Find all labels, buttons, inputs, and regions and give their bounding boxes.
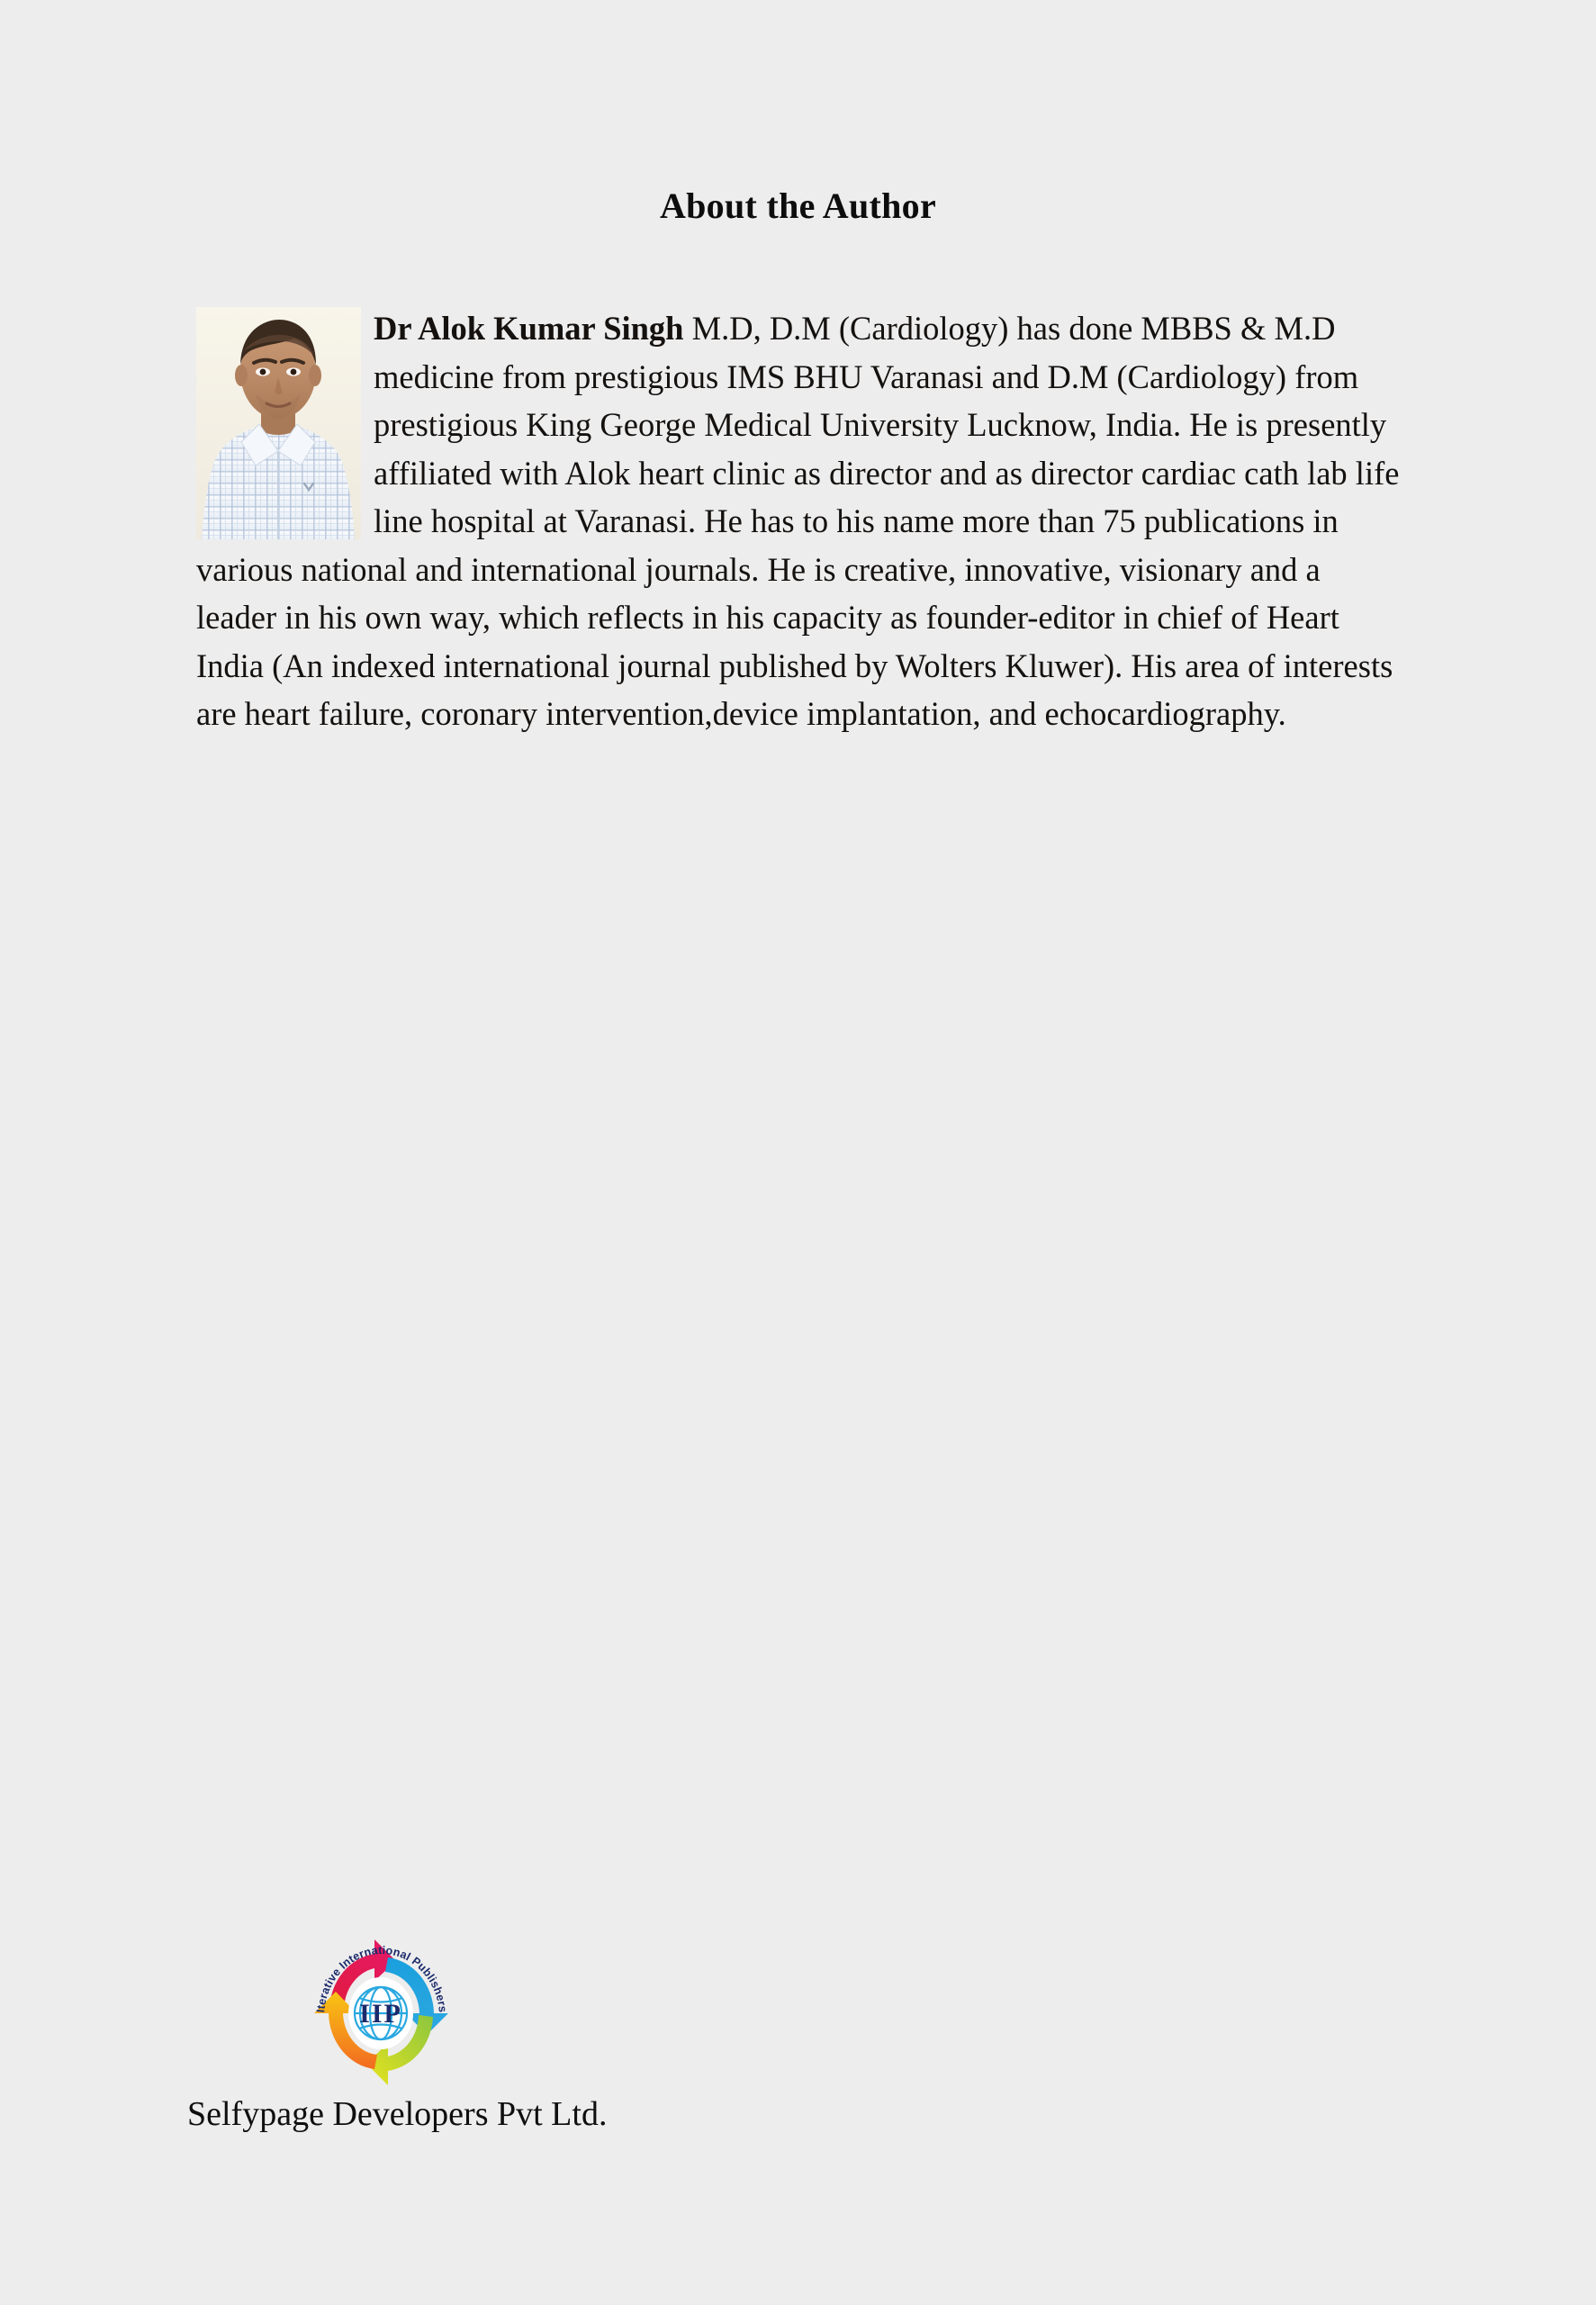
author-bio-paragraph <box>196 304 1402 738</box>
author-bio-text: M.D, D.M (Cardiology) has done MBBS & M.D medicine from prestigious IMS BHU Varanasi and D.M (Cardiology) from prestigious King George Medical University Lucknow, India. He is presently affiliated with Alok heart clinic as director and as director cardiac cath lab life line hospital at Varanasi. He has to his name more than 75 publications in various national and international journals. He is creative, innovative, visionary and a leader in his own way, which reflects in his capacity as founder-editor in chief of Heart India (An indexed international journal published by Wolters Kluwer). His area of interests are heart failure, coronary intervention,device implantation, and echocardiography. <box>196 310 1400 732</box>
author-bio-block <box>196 304 1402 738</box>
author-portrait-photo <box>196 307 361 539</box>
iip-publisher-logo <box>302 1934 460 2092</box>
page-title: About the Author <box>659 185 937 226</box>
logo-acronym: IIP <box>359 1999 402 2029</box>
logo-ring-text: Iterative International Publishers <box>314 1943 449 2013</box>
author-name: Dr Alok Kumar Singh <box>374 310 684 347</box>
publisher-name: Selfypage Developers Pvt Ltd. <box>187 2095 608 2133</box>
